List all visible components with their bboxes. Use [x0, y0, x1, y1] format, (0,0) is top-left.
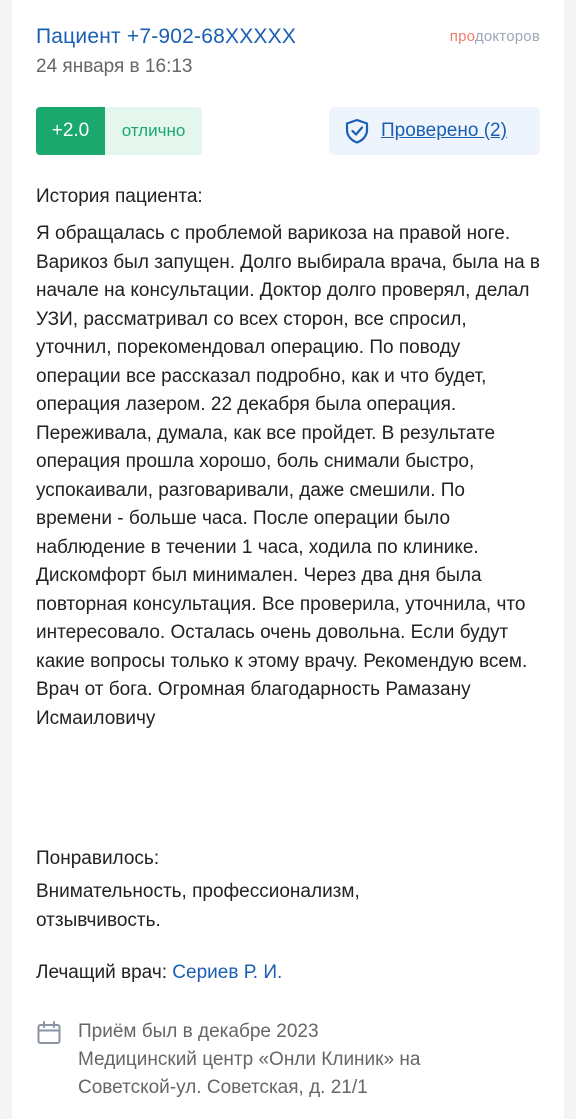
history-title: История пациента:: [36, 186, 203, 207]
verified-label: Проверено (2): [381, 120, 507, 141]
liked-text: Внимательность, профессионализм, отзывчивость.: [36, 881, 360, 931]
verified-button[interactable]: [329, 107, 540, 155]
calendar-icon: [36, 1020, 62, 1046]
prodoctorov-logo[interactable]: [450, 28, 540, 45]
logo-part-rest: докторов: [474, 28, 540, 45]
review-header: [36, 24, 540, 78]
visit-text: [78, 1018, 518, 1102]
liked-title: Понравилось:: [36, 848, 160, 869]
treating-doctor: [36, 962, 282, 984]
shield-check-icon: [343, 117, 371, 145]
doctor-link[interactable]: Сериев Р. И.: [172, 962, 283, 983]
rating-label: отлично: [105, 107, 202, 155]
patient-name: Пациент +7-902-68XXXXX: [36, 25, 297, 48]
logo-part-pro: про: [449, 28, 475, 45]
rating-score: +2.0: [36, 107, 105, 155]
doctor-label: Лечащий врач:: [36, 962, 167, 983]
review-date: 24 января в 16:13: [36, 56, 193, 77]
history-text: Я обращалась с проблемой варикоза на правой ноге. Варикоз был запущен. Долго выбирала врача, была на в начале на консультации. Доктор долго проверял, делал УЗИ, рассматривал со всех сторон, все спросил, уточнил, порекомендовал операцию. По поводу операции все рассказал подробно, как и что будет, операция лазером. 22 декабря была операция. Переживала, думала, как все пройдет. В результате операция прошла хорошо, боль снимали быстро, успокаивали, разговаривали, даже смешили. По времени - больше часа. После операции было наблюдение в течении 1 часа, ходила по клинике. Дискомфорт был минимален. Через два дня была повторная консультация. Все проверила, уточнила, что интересовало. Осталась очень довольна. Если будут какие вопросы только к этому врачу. Рекомендую всем. Врач от бога. Огромная благодарность Рамазану Исмаиловичу: [36, 223, 541, 729]
review-card: [12, 0, 564, 1119]
visit-date: Приём был в декабре 2023: [78, 1021, 319, 1042]
rating-badge: [36, 107, 202, 155]
visit-clinic: Медицинский центр «Онли Клиник» на Советской-ул. Советская, д. 21/1: [78, 1049, 421, 1098]
